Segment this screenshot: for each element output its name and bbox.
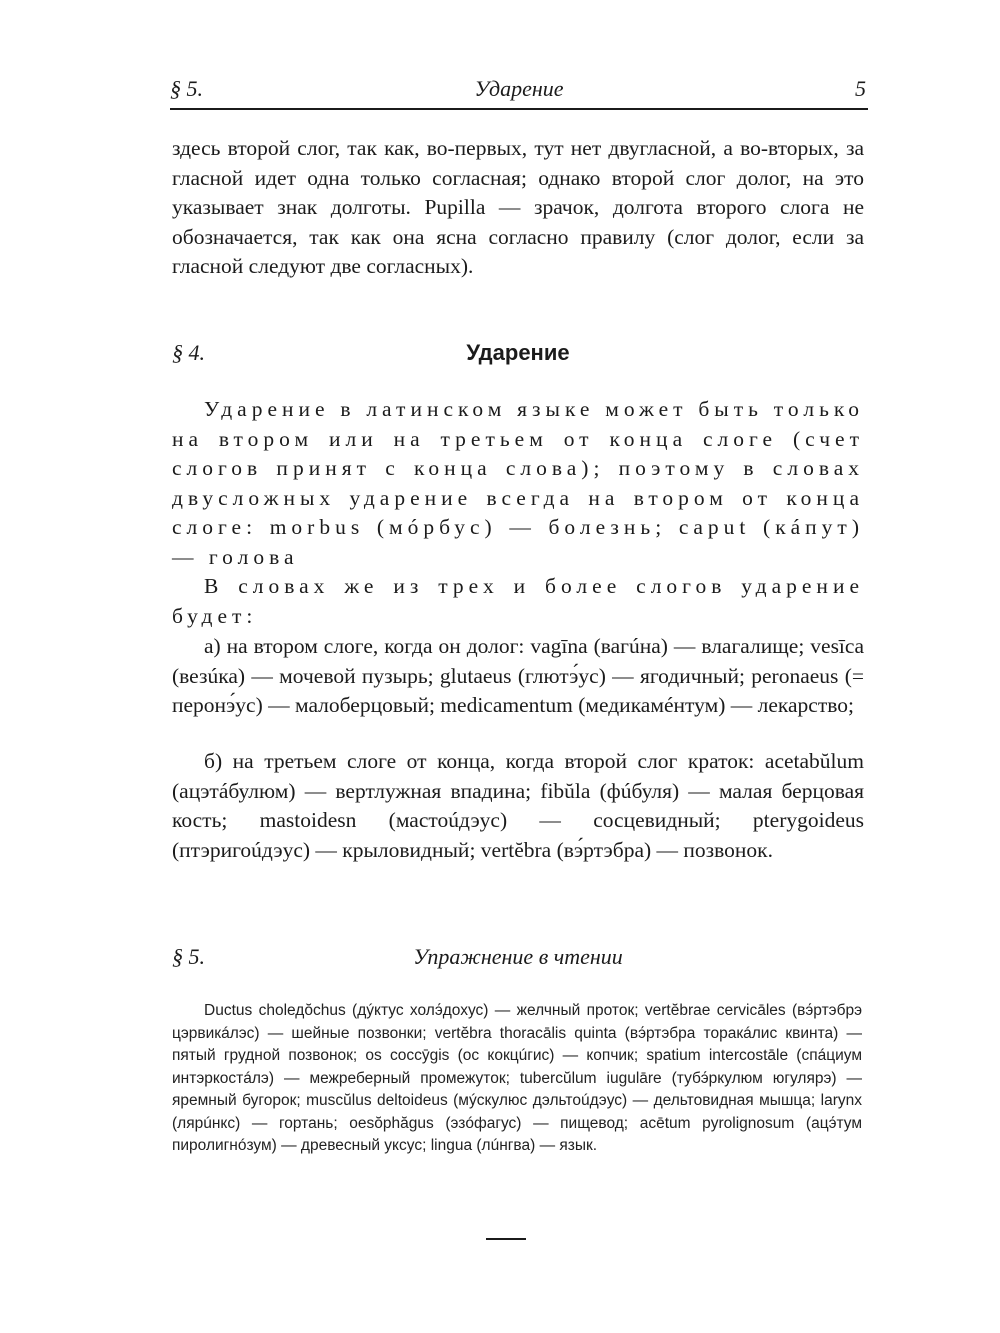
section-4-paragraph-2: В словах же из трех и более слогов ударение будет:: [172, 574, 864, 628]
section-5-title: Упражнение в чтении: [413, 944, 623, 969]
header-title: Ударение: [474, 76, 564, 101]
rule-a-paragraph: а) на втором слоге, когда он долог: vagīna (вагúна) — влагалище; vesīca (везúка) — мочевой пузырь; glutaeus (глютэ́ус) — ягодичный; peronaeus (= перонэ́ус) — малоберцовый; medicamentum (медикамéнтум) — лекарство;: [172, 634, 864, 717]
header-section-number: § 5.: [170, 76, 203, 101]
section-4-heading: [172, 340, 864, 372]
section-4-paragraph-1: Ударение в латинском языке может быть только на втором или на третьем от конца слоге (счет слогов принят с конца слова); поэтому в словах двусложных ударение всегда на втором от конца слоге: morbus (мóрбус) — болезнь; caput (кáпут) — голова: [172, 397, 864, 569]
section-4-number: § 4.: [172, 340, 205, 365]
rule-b-paragraph: б) на третьем слоге от конца, когда второй слог краток: acetabŭlum (ацэтáбулюм) — вертлужная впадина; fibŭla (фúбуля) — малая берцовая кость; mastoidesn (мастоúдэус) — сосцевидный; pterygoideus (птэригоúдэус) — крыловидный; vertĕbra (вэ́ртэбра) — позвонок.: [172, 749, 864, 862]
intro-paragraph: здесь второй слог, так как, во-первых, тут нет двугласной, а во-вторых, за гласной идет одна только согласная; однако второй слог долог, на это указывает знак долготы. Pupilla — зрачок, долгота второго слога не обозначается, так как она ясна согласно правилу (слог долог, если за гласной следуют две согласных).: [172, 136, 864, 278]
end-rule: [486, 1238, 526, 1240]
section-4-title: Ударение: [466, 340, 570, 365]
section-5-number: § 5.: [172, 944, 205, 969]
header-rule: [170, 108, 868, 110]
reading-exercise-text: Ductus cholедŏchus (дýктус холэ́дохус) — желчный проток; vertĕbrae cervicāles (вэ́ртэбрэ цэрвикáлэс) — шейные позвонки; vertĕbra thoracālis quinta (вэ́ртэбра торакáлис квинта) — пятый грудной позвонок; os coccȳgis (ос кокцúгис) — копчик; spatium intercostāle (спáциум интэркостáлэ) — межреберный промежуток; tubercŭlum iugulāre (тубэ́ркулюм югулярэ) — яремный бугорок; muscŭlus deltoideus (мýскулюс дэльтоúдэус) — дельтовидная мышца; larynx (лярúнкс) — гортань; oesŏphăgus (эзóфагус) — пищевод; acētum pyrolignosum (ацэ́тум пиролигнóзум) — древесный уксус; lingua (лúнгва) — язык.: [172, 1002, 862, 1154]
page-header: [170, 72, 868, 108]
page-number: 5: [855, 76, 866, 101]
section-5-heading: [172, 944, 864, 976]
